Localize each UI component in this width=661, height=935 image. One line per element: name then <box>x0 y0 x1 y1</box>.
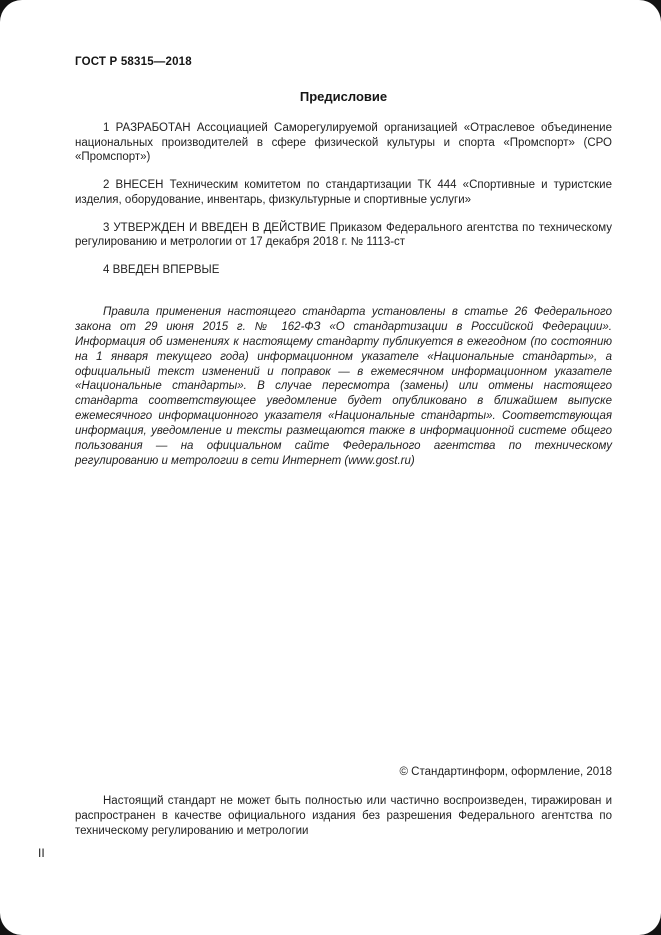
foreword-item-4: 4 ВВЕДЕН ВПЕРВЫЕ <box>103 264 220 277</box>
copyright-line: © Стандартинформ, оформление, 2018 <box>399 766 612 778</box>
doc-code: ГОСТ Р 58315—2018 <box>75 56 192 68</box>
foreword-item-2: 2 ВНЕСЕН Техническим комитетом по стандартизации ТК 444 «Спортивные и туристские изделия, оборудование, инвентарь, физкультурные и спортивные услуги» <box>75 179 612 206</box>
legal-application-note: Правила применения настоящего стандарта установлены в статье 26 Федерального закона от 29 июня 2015 г. № 162-ФЗ «О стандартизации в Российской Федерации». Информация об изменениях к настоящему стандарту публикуется в ежегодном (по состоянию на 1 января текущего года) информационном указателе «Национальные стандарты», а официальный текст изменений и поправок — в ежемесячном информационном указателе «Национальные стандарты». В случае пересмотра (замены) или отмены настоящего стандарта соответствующее уведомление будет опубликовано в ближайшем выпуске ежемесячного информационного указателя «Национальные стандарты». Соответствующая информация, уведомление и тексты размещаются также в информационной системе общего пользования — на официальном сайте Федерального агентства по техническому регулированию и метрологии в сети Интернет (www.gost.ru) <box>75 305 612 468</box>
reproduction-restriction-note: Настоящий стандарт не может быть полностью или частично воспроизведен, тиражирован и распространен в качестве официального издания без разрешения Федерального агентства по техническому регулированию и метрологии <box>75 795 612 837</box>
foreword-item-3: 3 УТВЕРЖДЕН И ВВЕДЕН В ДЕЙСТВИЕ Приказом Федерального агентства по техническому регулированию и метрологии от 17 декабря 2018 г. № 1113-ст <box>75 221 612 249</box>
page-number: II <box>38 846 45 860</box>
page-title: Предисловие <box>299 89 388 104</box>
foreword-item-1: 1 РАЗРАБОТАН Ассоциацией Саморегулируемой организацией «Отраслевое объединение национальных производителей в сфере физической культуры и спорта «Промспорт» (СРО «Промспорт») <box>75 122 612 164</box>
